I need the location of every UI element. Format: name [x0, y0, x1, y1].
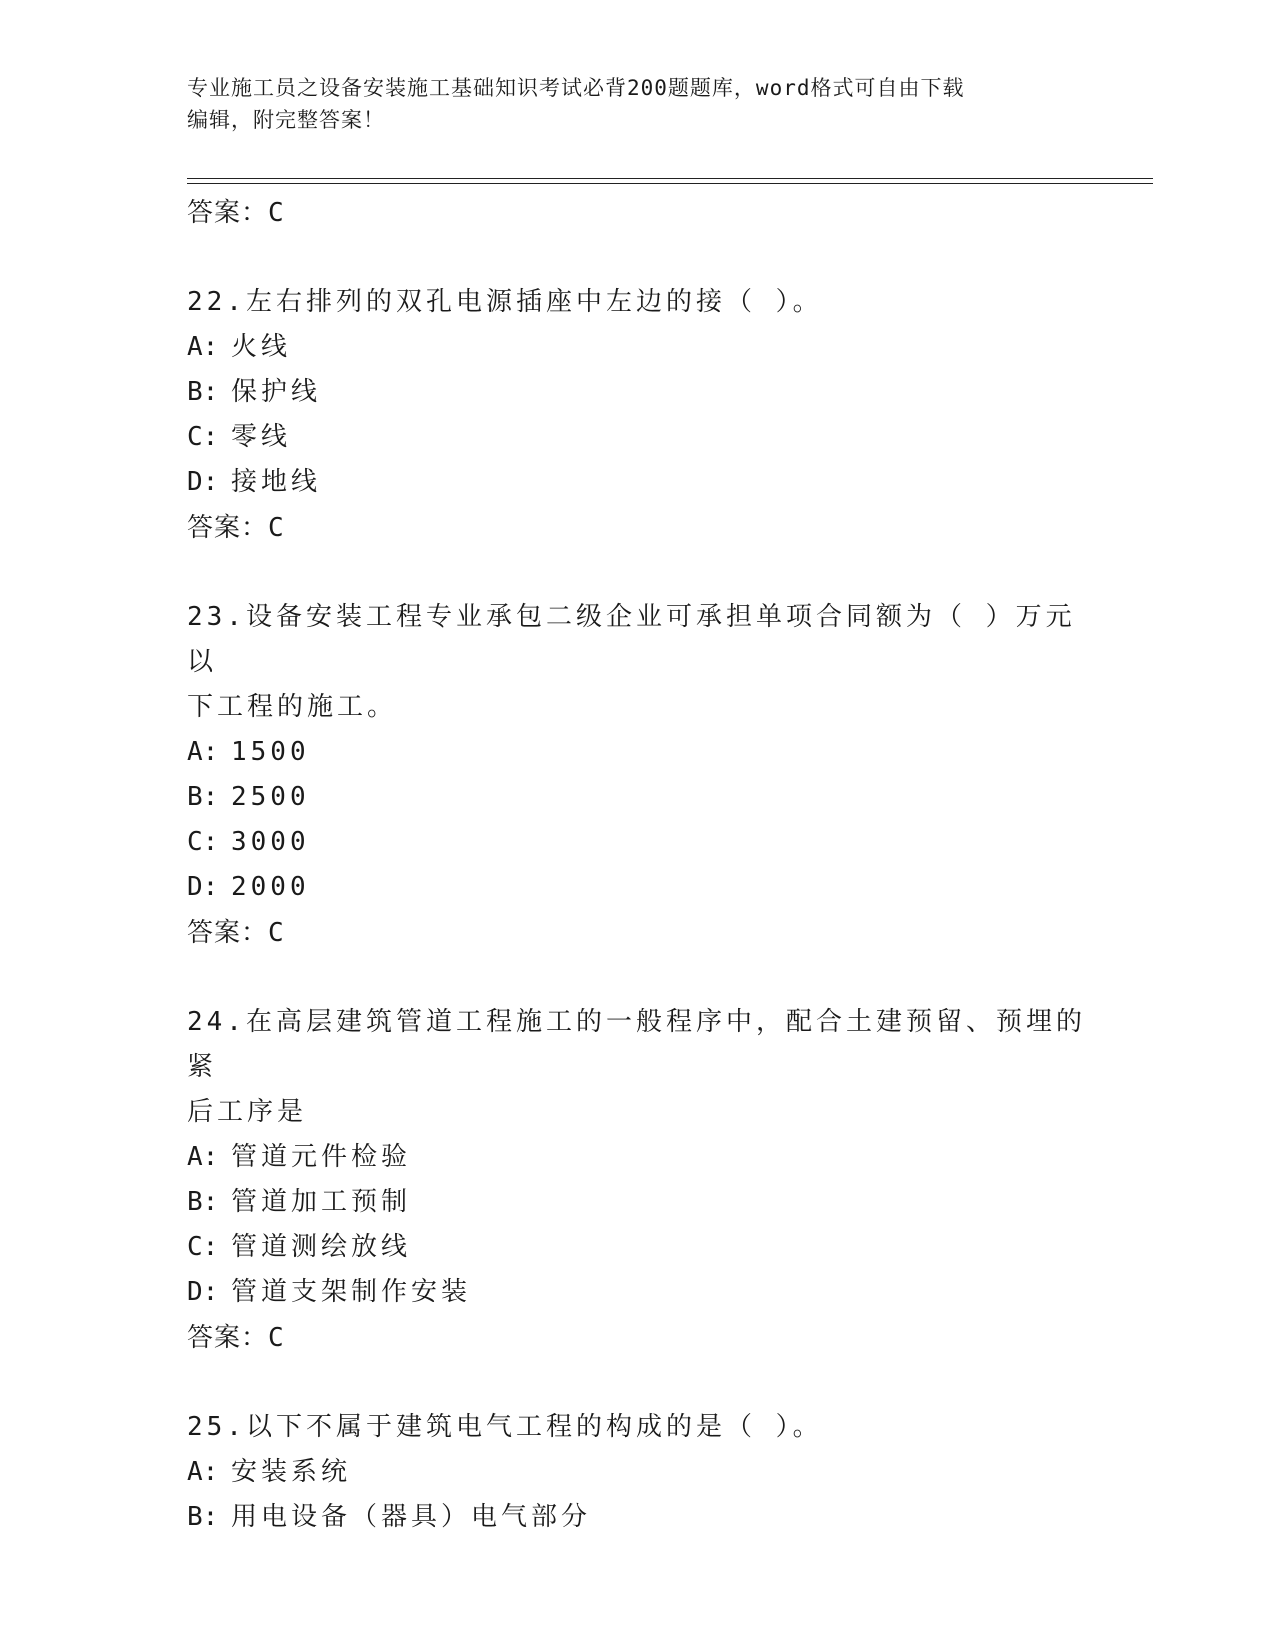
- answer-line: 答案：C: [187, 1323, 285, 1353]
- option-text: 2000: [231, 872, 310, 902]
- option-a: [187, 325, 1087, 370]
- option-c: [187, 820, 1087, 865]
- option-a: [187, 1450, 1087, 1495]
- option-text: 管道测绘放线: [231, 1232, 412, 1262]
- option-b: [187, 1495, 1087, 1540]
- option-a: [187, 1135, 1087, 1180]
- question-text-continued: 下工程的施工。: [187, 692, 398, 722]
- option-text: 2500: [231, 782, 310, 812]
- option-text: 火线: [231, 332, 292, 362]
- question-text: 24.在高层建筑管道工程施工的一般程序中，配合土建预留、预埋的紧: [187, 1007, 1086, 1082]
- answer-line: 答案：C: [187, 918, 285, 948]
- option-label: D:: [187, 872, 219, 902]
- header-line-1: 专业施工员之设备安装施工基础知识考试必背200题题库，word格式可自由下载: [187, 76, 965, 100]
- option-text: 1500: [231, 737, 310, 767]
- header-divider-top: [187, 178, 1153, 179]
- option-label: C:: [187, 827, 219, 857]
- option-text: 管道加工预制: [231, 1187, 412, 1217]
- option-label: B:: [187, 782, 219, 812]
- question-text-continued: 后工序是: [187, 1097, 308, 1127]
- question-24: [187, 1000, 1087, 1361]
- option-b: [187, 1180, 1087, 1225]
- option-label: B:: [187, 1187, 219, 1217]
- option-c: [187, 415, 1087, 460]
- option-label: A:: [187, 1142, 219, 1172]
- option-label: C:: [187, 1232, 219, 1262]
- question-text: 25.以下不属于建筑电气工程的构成的是（ ）。: [187, 1412, 823, 1442]
- header-line-2: 编辑，附完整答案！: [187, 108, 385, 132]
- option-d: [187, 865, 1087, 910]
- question-25: [187, 1405, 1087, 1540]
- option-label: A:: [187, 332, 219, 362]
- option-label: C:: [187, 422, 219, 452]
- option-label: B:: [187, 377, 219, 407]
- answer-line: 答案：C: [187, 513, 285, 543]
- option-text: 零线: [231, 422, 292, 452]
- option-text: 用电设备（器具）电气部分: [231, 1502, 592, 1532]
- option-label: A:: [187, 737, 219, 767]
- option-text: 3000: [231, 827, 310, 857]
- document-header: [187, 72, 1067, 136]
- option-a: [187, 730, 1087, 775]
- option-text: 保护线: [231, 377, 322, 407]
- option-text: 接地线: [231, 467, 322, 497]
- option-text: 管道元件检验: [231, 1142, 412, 1172]
- header-divider-bottom: [187, 183, 1153, 184]
- option-d: [187, 460, 1087, 505]
- question-text: 22.左右排列的双孔电源插座中左边的接（ ）。: [187, 287, 823, 317]
- option-label: A:: [187, 1457, 219, 1487]
- option-d: [187, 1270, 1087, 1315]
- option-b: [187, 370, 1087, 415]
- option-c: [187, 1225, 1087, 1270]
- option-label: D:: [187, 1277, 219, 1307]
- option-label: D:: [187, 467, 219, 497]
- question-22: [187, 280, 1087, 551]
- option-text: 管道支架制作安装: [231, 1277, 472, 1307]
- option-label: B:: [187, 1502, 219, 1532]
- question-23: [187, 595, 1087, 956]
- answer-line: 答案：C: [187, 198, 285, 228]
- question-list: [187, 190, 1087, 1540]
- question-text: 23.设备安装工程专业承包二级企业可承担单项合同额为（ ）万元以: [187, 602, 1076, 677]
- option-text: 安装系统: [231, 1457, 352, 1487]
- option-b: [187, 775, 1087, 820]
